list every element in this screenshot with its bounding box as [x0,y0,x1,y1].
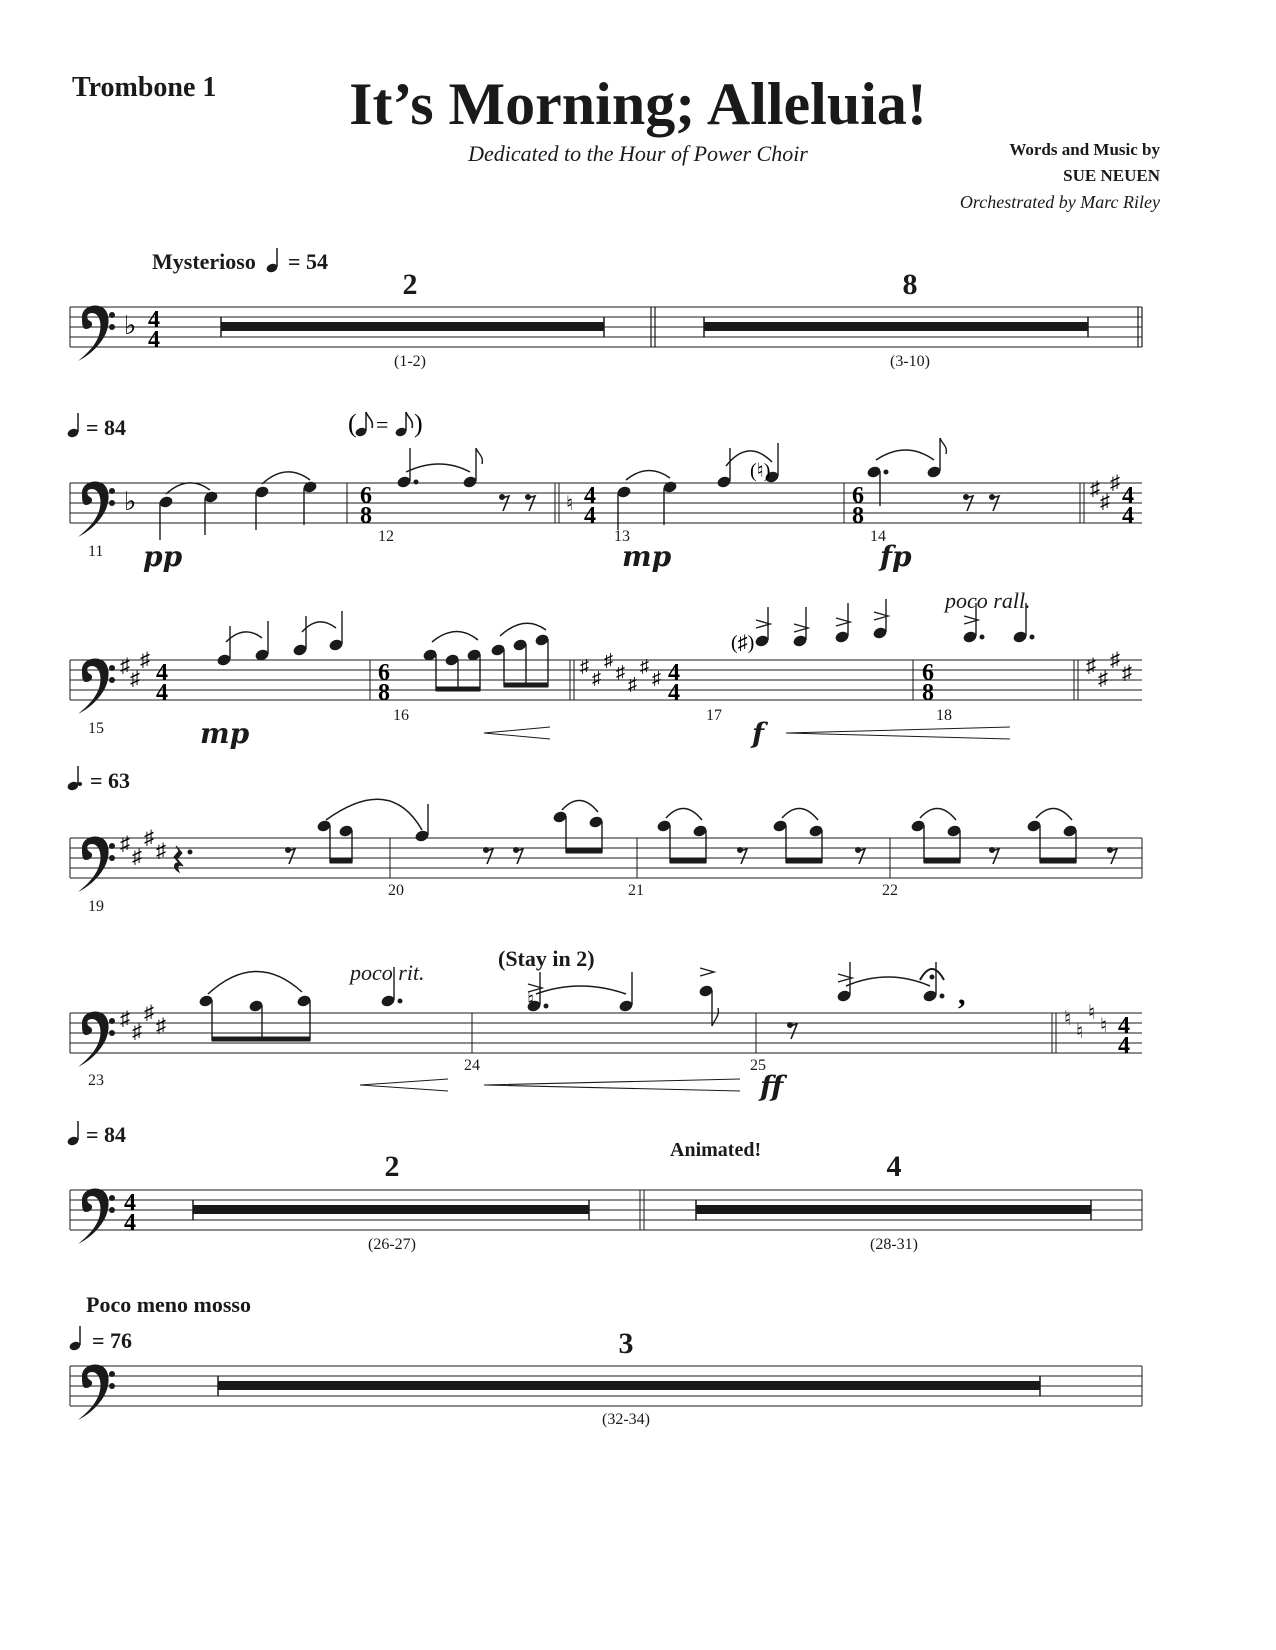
key-signature-sharps [1090,472,1120,513]
multirest-range-5: (32-34) [602,1411,650,1428]
breath-mark-icon: , [958,978,966,1011]
key-signature-sharps [120,649,150,690]
svg-text:♮: ♮ [1100,1015,1108,1037]
time-signature: 4 [156,660,168,686]
expression-poco-rit: poco rit. [350,960,425,985]
notes-system-4 [174,799,1117,872]
svg-text:♯: ♯ [628,674,637,694]
svg-text:4: 4 [148,327,160,353]
multirest-bar [218,1376,1040,1396]
staff-system-4 [70,838,1142,878]
measure-number: 24 [464,1057,480,1074]
tempo-equivalence [348,409,423,438]
svg-text:4: 4 [156,680,168,706]
svg-text:♯: ♯ [652,668,661,688]
tempo-value-54: = 54 [288,249,329,274]
svg-text:4: 4 [1122,503,1134,529]
svg-text:8: 8 [360,503,372,529]
quarter-note-icon [66,413,79,439]
fermata-icon [920,969,944,980]
measure-number: 13 [614,528,630,545]
measure-number: 19 [88,898,104,915]
measure-number: 20 [388,882,404,899]
measure-number: 14 [870,528,886,545]
flat-icon: ♭ [124,487,137,516]
time-signature: 6 [922,660,934,686]
time-signature: 4 [124,1190,136,1216]
measure-number: 12 [378,528,394,545]
multirest-range-3: (26-27) [368,1236,416,1253]
tempo-value-84: = 84 [86,1122,127,1147]
dynamic-fp: fp [880,540,912,573]
rehearsal-animated: Animated! [670,1139,762,1161]
dotted-quarter-note-icon [66,766,79,792]
svg-text:♯: ♯ [120,655,130,677]
staff-system-5 [70,1013,1142,1053]
time-signature: 6 [360,483,372,509]
hairpins [360,1079,740,1091]
svg-text:4: 4 [668,680,680,706]
svg-text:♯: ♯ [144,827,154,849]
notes-system-5 [199,962,944,1041]
quarter-note-icon [265,248,278,274]
svg-text:♯: ♯ [156,840,166,862]
tempo-label-poco-meno-mosso: Poco meno mosso [86,1292,251,1317]
measure-number: 18 [936,707,952,724]
svg-text:♯: ♯ [640,656,649,676]
multirest-count-5: 3 [618,1327,634,1360]
bass-clef-icon [78,836,115,892]
dynamic-pp: pp [143,540,183,573]
time-signature: 4 [1118,1013,1130,1039]
tempo-value-84: = 84 [86,415,127,440]
time-signature: 4 [1122,483,1134,509]
svg-text:4: 4 [1118,1033,1130,1059]
svg-text:♯: ♯ [132,1021,142,1043]
measure-number: 17 [706,707,722,724]
measure-number: 15 [88,720,104,737]
svg-text:♯: ♯ [140,649,150,671]
multirest-count-3: 2 [384,1150,400,1183]
multirest-count-2: 8 [902,268,918,301]
svg-text:♯: ♯ [1100,491,1110,513]
measure-number: 11 [88,543,104,560]
time-signature: 6 [378,660,390,686]
measure-number: 21 [628,882,644,899]
dynamic-mp: mp [200,717,250,750]
tempo-value-63: = 63 [90,768,131,793]
natural-marking: (♮) [750,460,771,482]
dynamic-ff: ff [760,1070,784,1103]
tempo-label-mysterioso: Mysterioso [152,249,256,274]
svg-text:♯: ♯ [1090,478,1100,500]
multirest-range-2: (3-10) [890,353,930,370]
svg-text:♯: ♯ [120,1008,130,1030]
dynamic-mp: mp [622,540,672,573]
svg-text:♯: ♯ [616,662,625,682]
svg-text:8: 8 [852,503,864,529]
svg-text:8: 8 [378,680,390,706]
staff-system-2 [70,483,1142,523]
multirest-range-4: (28-31) [870,1236,918,1253]
svg-text:♯: ♯ [156,1015,166,1037]
svg-text:(: ( [348,409,357,438]
flat-icon: ♭ [124,311,137,340]
natural-icon: ♮ [566,493,574,515]
svg-text:♯: ♯ [144,1002,154,1024]
bass-clef-icon [78,481,115,537]
key-signature-sharps [580,650,661,694]
piece-title: It’s Morning; Alleluia! [349,71,927,137]
bass-clef-icon [78,1364,115,1420]
svg-text:♯: ♯ [580,656,589,676]
natural-icon: ♮ [527,989,535,1011]
dedication: Dedicated to the Hour of Power Choir [468,141,808,166]
svg-text:♯: ♯ [1086,655,1096,677]
expression-poco-rall: poco rall. [945,588,1031,613]
time-signature: 4 [584,483,596,509]
time-signature: 4 [668,660,680,686]
accent-marks [756,612,978,632]
multirest-count-1: 2 [402,268,418,301]
tempo-value-76: = 76 [92,1328,133,1353]
instruction-stay-in-2: (Stay in 2) [498,946,595,971]
quarter-note-icon [66,1121,79,1147]
svg-text:♮: ♮ [1088,1002,1096,1024]
svg-text:♯: ♯ [120,833,130,855]
svg-text:♯: ♯ [132,846,142,868]
bass-clef-icon [78,305,115,361]
time-signature: 4 [148,307,160,333]
svg-text:♯: ♯ [1110,649,1120,671]
measure-number: 22 [882,882,898,899]
svg-text:♯: ♯ [592,668,601,688]
svg-text:8: 8 [922,680,934,706]
notes-system-3 [217,599,1034,691]
svg-text:4: 4 [124,1210,136,1236]
quarter-note-icon [68,1326,81,1352]
bass-clef-icon [78,658,115,714]
credit-orchestrator: Orchestrated by Marc Riley [959,192,1160,212]
notes-system-2 [159,438,999,540]
svg-text:♯: ♯ [130,668,140,690]
multirest-range-1: (1-2) [394,353,426,370]
svg-text:♯: ♯ [604,650,613,670]
part-name: Trombone 1 [72,72,217,103]
svg-text:4: 4 [584,503,596,529]
svg-text:♯: ♯ [1098,668,1108,690]
accent-marks [528,968,852,992]
svg-text:♯: ♯ [1122,662,1132,684]
measure-number: 16 [393,707,409,724]
svg-text:♮: ♮ [1064,1008,1072,1030]
credit-composer: SUE NEUEN [1063,166,1160,185]
sharp-marking: (♯) [731,632,755,654]
time-signature: 6 [852,483,864,509]
multirest-count-4: 4 [886,1150,902,1183]
measure-number: 25 [750,1057,766,1074]
bass-clef-icon [78,1011,115,1067]
dynamic-f: f [752,717,765,750]
bass-clef-icon [78,1188,115,1244]
svg-text:♯: ♯ [1110,472,1120,494]
svg-text:♮: ♮ [1076,1021,1084,1043]
svg-text:=: = [376,412,389,437]
measure-number: 23 [88,1072,104,1089]
credit-words-music: Words and Music by [1009,140,1160,159]
hairpins [484,727,1010,739]
svg-text:): ) [414,409,423,438]
